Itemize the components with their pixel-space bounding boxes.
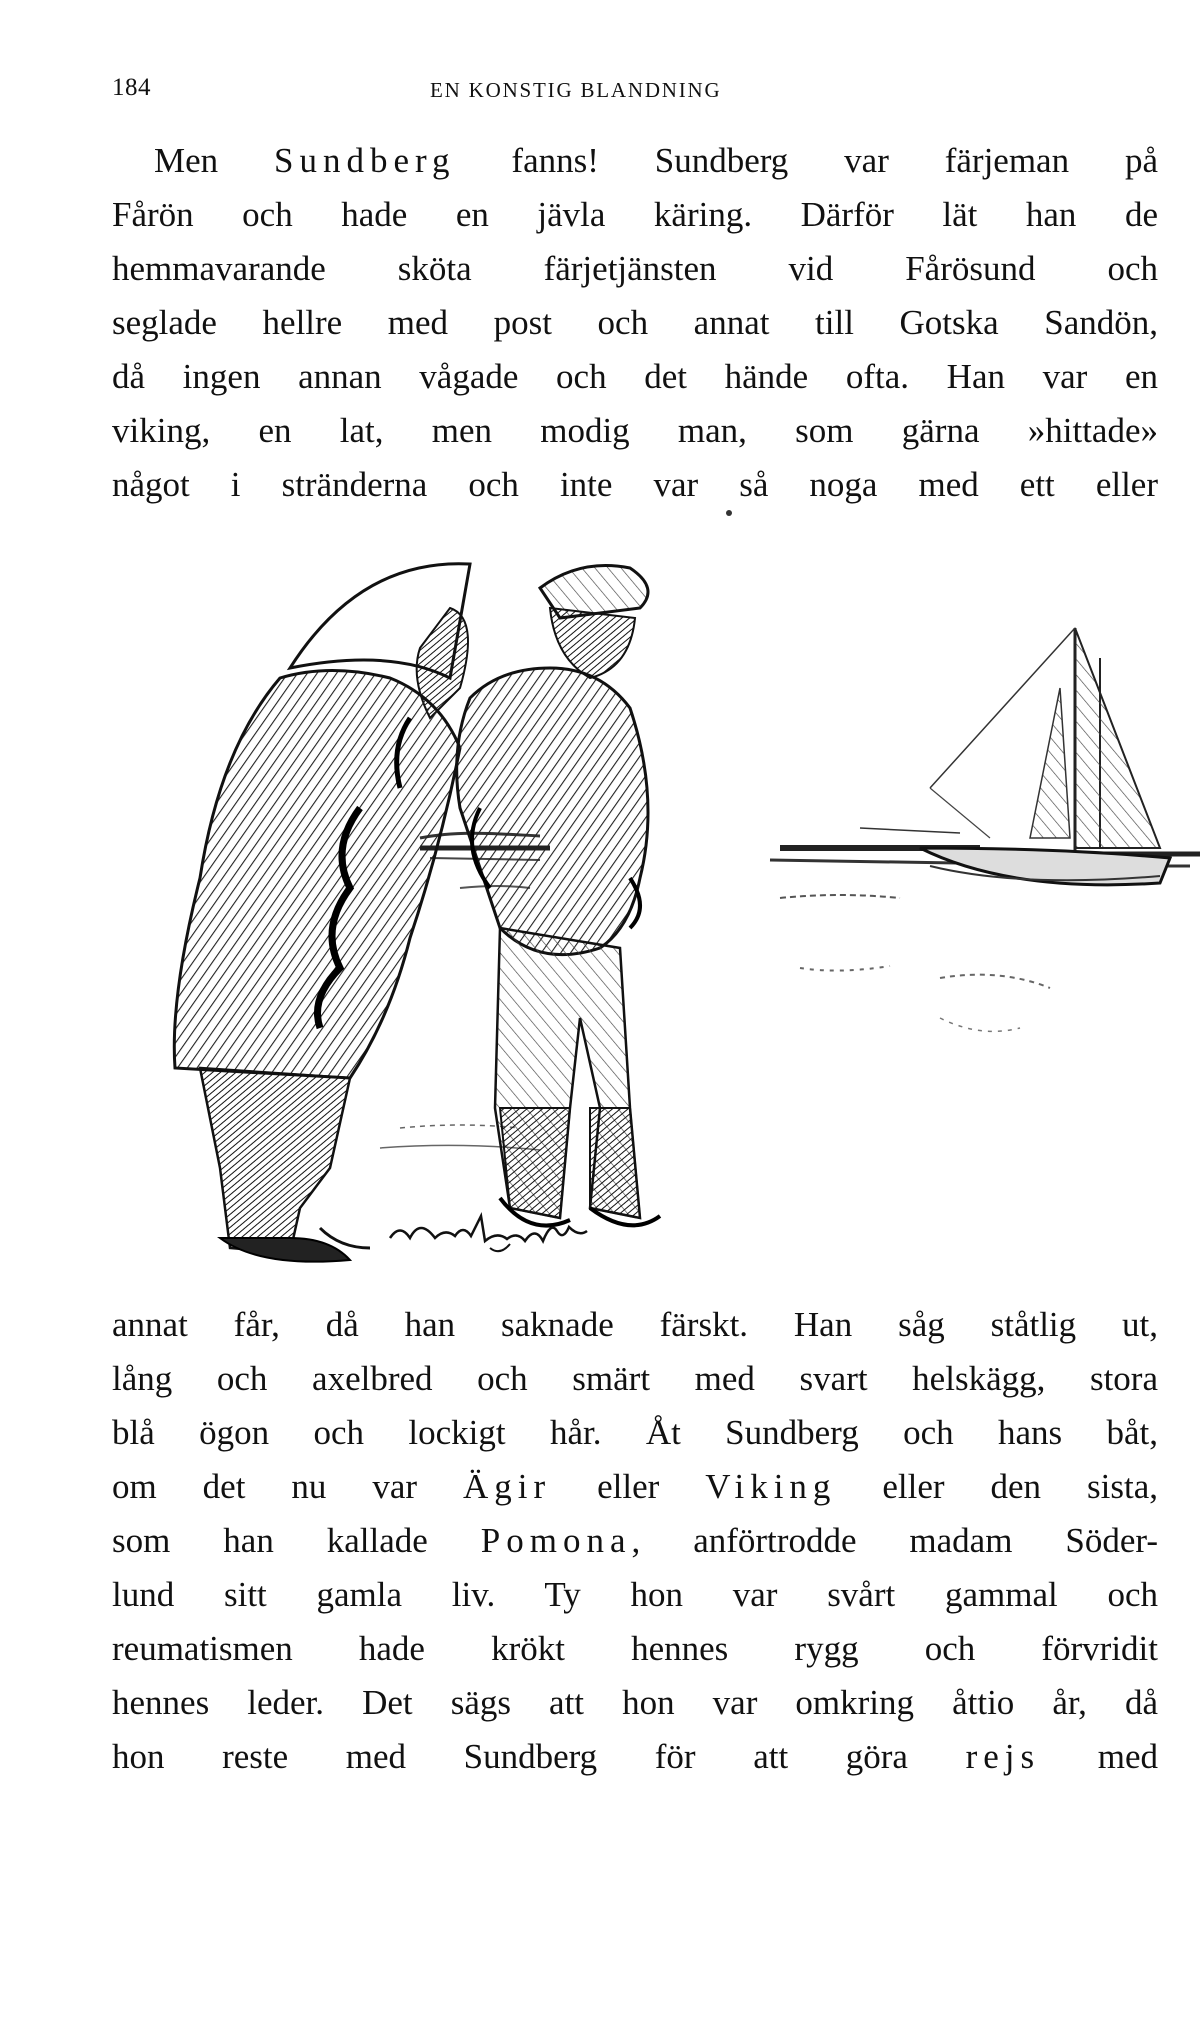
paragraph-top — [112, 134, 1158, 512]
text-line: reumatismen hade krökt hennes rygg och förvridit — [112, 1629, 1158, 1668]
text-line: något i stränderna och inte var så noga med ett eller — [112, 465, 1158, 504]
text-line: då ingen annan vågade och det hände ofta. Han var en — [112, 357, 1158, 396]
emphasized-name: Viking — [705, 1467, 837, 1506]
text-line: lund sitt gamla liv. Ty hon var svårt gammal och — [112, 1575, 1158, 1614]
woman-in-shawl — [174, 564, 470, 1262]
ink-speck — [726, 510, 732, 516]
text-line: viking, en lat, men modig man, som gärna »hittade» — [112, 411, 1158, 450]
text-line: som han kallade Pomona, anförtrodde madam Söder- — [112, 1521, 1158, 1560]
emphasized-word: rejs — [965, 1737, 1041, 1776]
text-line: hemmavarande sköta färjetjänsten vid Fårösund och — [112, 249, 1158, 288]
emphasized-name: Ägir — [463, 1467, 552, 1506]
text-line: annat får, då han saknade färskt. Han såg ståtlig ut, — [112, 1305, 1158, 1344]
text-line: Fårön och hade en jävla käring. Därför lät han de — [112, 195, 1158, 234]
illustration — [160, 548, 1200, 1268]
artist-signature — [390, 1216, 587, 1251]
text-line: hennes leder. Det sägs att hon var omkring åttio år, då — [112, 1683, 1158, 1722]
text-line: seglade hellre med post och annat till Gotska Sandön, — [112, 303, 1158, 342]
illustration-drawing — [160, 548, 1200, 1268]
page-number: 184 — [112, 74, 151, 101]
bearded-ferryman — [457, 566, 660, 1226]
running-title: EN KONSTIG BLANDNING — [430, 78, 722, 102]
text-line: om det nu var Ägir eller Viking eller den sista, — [112, 1467, 1158, 1506]
emphasized-name: Sundberg — [274, 141, 456, 180]
running-head — [112, 74, 1158, 114]
emphasized-name: Pomona — [480, 1521, 632, 1560]
text-line: blå ögon och lockigt hår. Åt Sundberg och hans båt, — [112, 1413, 1158, 1452]
text-line: hon reste med Sundberg för att göra rejs med — [112, 1737, 1158, 1776]
text-line: Men Sundberg fanns! Sundberg var färjeman på — [154, 141, 1159, 180]
paragraph-bottom — [112, 1298, 1158, 1784]
text-line: lång och axelbred och smärt med svart helskägg, stora — [112, 1359, 1158, 1398]
